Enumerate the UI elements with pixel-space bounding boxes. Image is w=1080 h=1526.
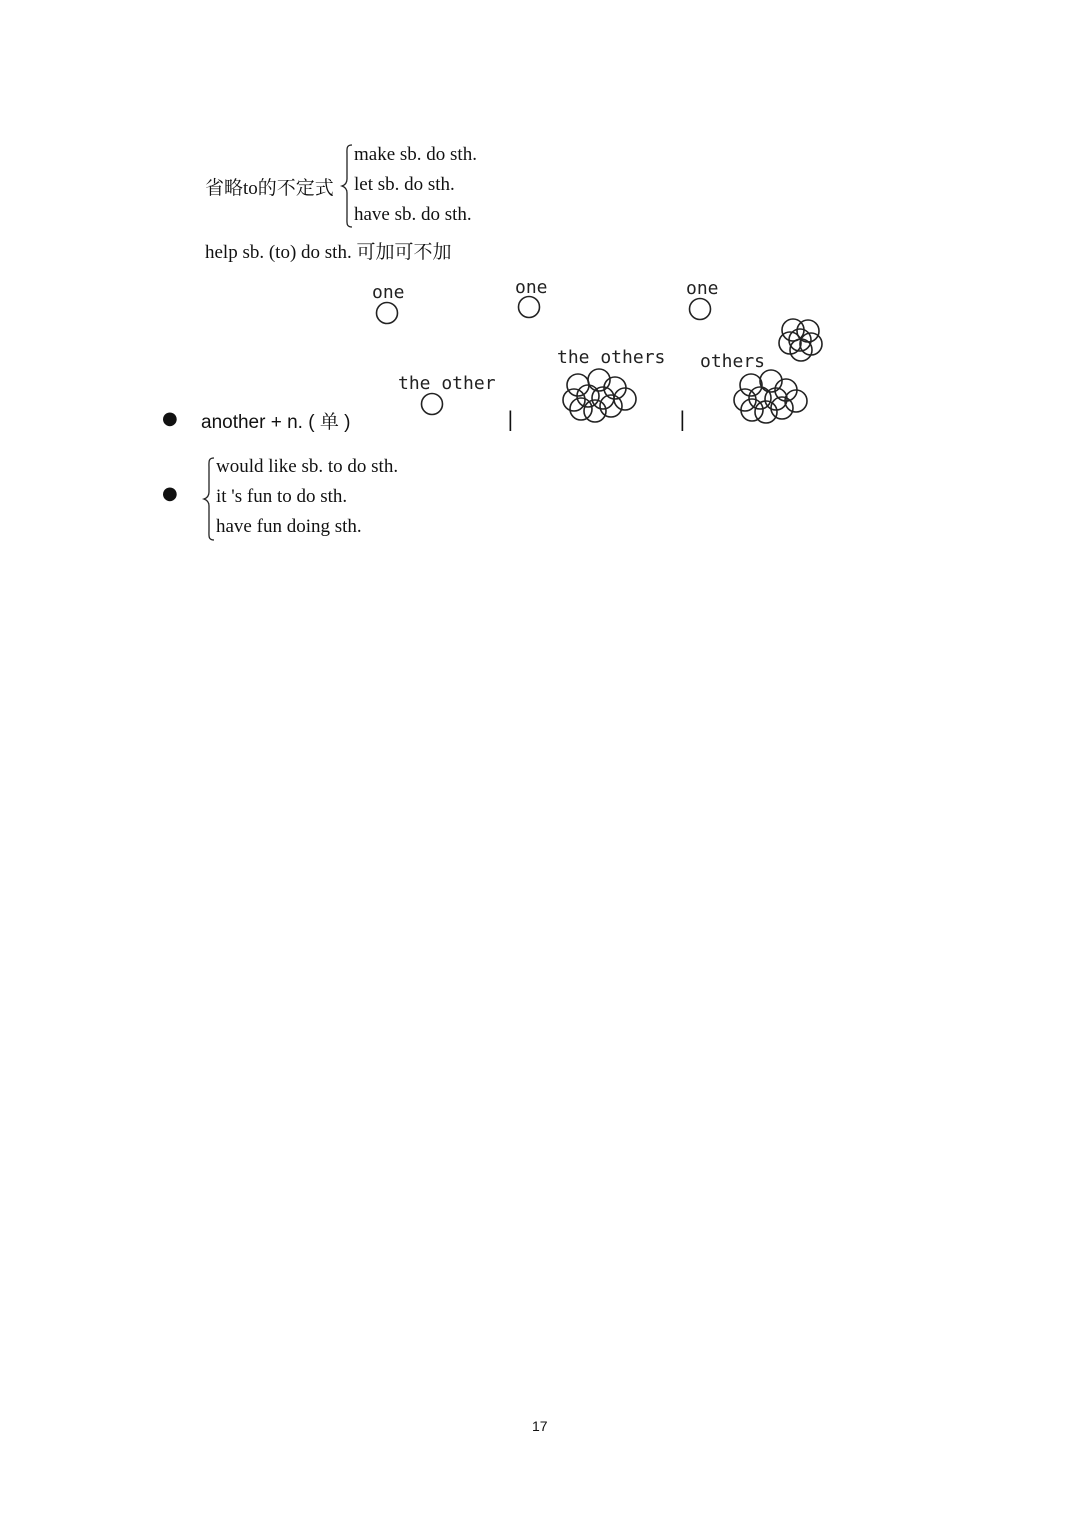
fun-item-its-fun: it 's fun to do sth. — [216, 486, 348, 507]
another-rule-text: another + n. ( 单 ) — [201, 412, 351, 433]
infinitive-item-have: have sb. do sth. — [354, 204, 472, 225]
fun-item-would-like: would like sb. to do sth. — [216, 456, 399, 477]
label-one-2: one — [515, 277, 548, 298]
bullet-fun: ● — [162, 483, 178, 504]
circle-one-1 — [377, 303, 398, 324]
help-note: help sb. (to) do sth. 可加可不加 — [205, 242, 452, 263]
fun-item-have-fun: have fun doing sth. — [216, 516, 362, 537]
separator-2: | — [679, 407, 686, 431]
bullet-another: ● — [162, 408, 178, 429]
cluster-others-top — [779, 319, 822, 361]
label-the-other: the other — [398, 373, 496, 394]
infinitive-item-let: let sb. do sth. — [354, 174, 455, 195]
circle-one-3 — [690, 299, 711, 320]
infinitive-label: 省略to的不定式 — [205, 178, 334, 199]
label-one-1: one — [372, 282, 405, 303]
cluster-others-bottom — [734, 370, 807, 423]
circle-one-2 — [519, 297, 540, 318]
label-one-3: one — [686, 278, 719, 299]
cluster-the-others — [563, 369, 636, 422]
left-brace-2 — [202, 456, 216, 542]
label-the-others: the others — [557, 347, 666, 368]
circle-the-other — [422, 394, 443, 415]
infinitive-item-make: make sb. do sth. — [354, 144, 477, 165]
label-others: others — [700, 351, 766, 372]
page-number: 17 — [532, 1418, 548, 1434]
separator-1: | — [507, 407, 514, 431]
